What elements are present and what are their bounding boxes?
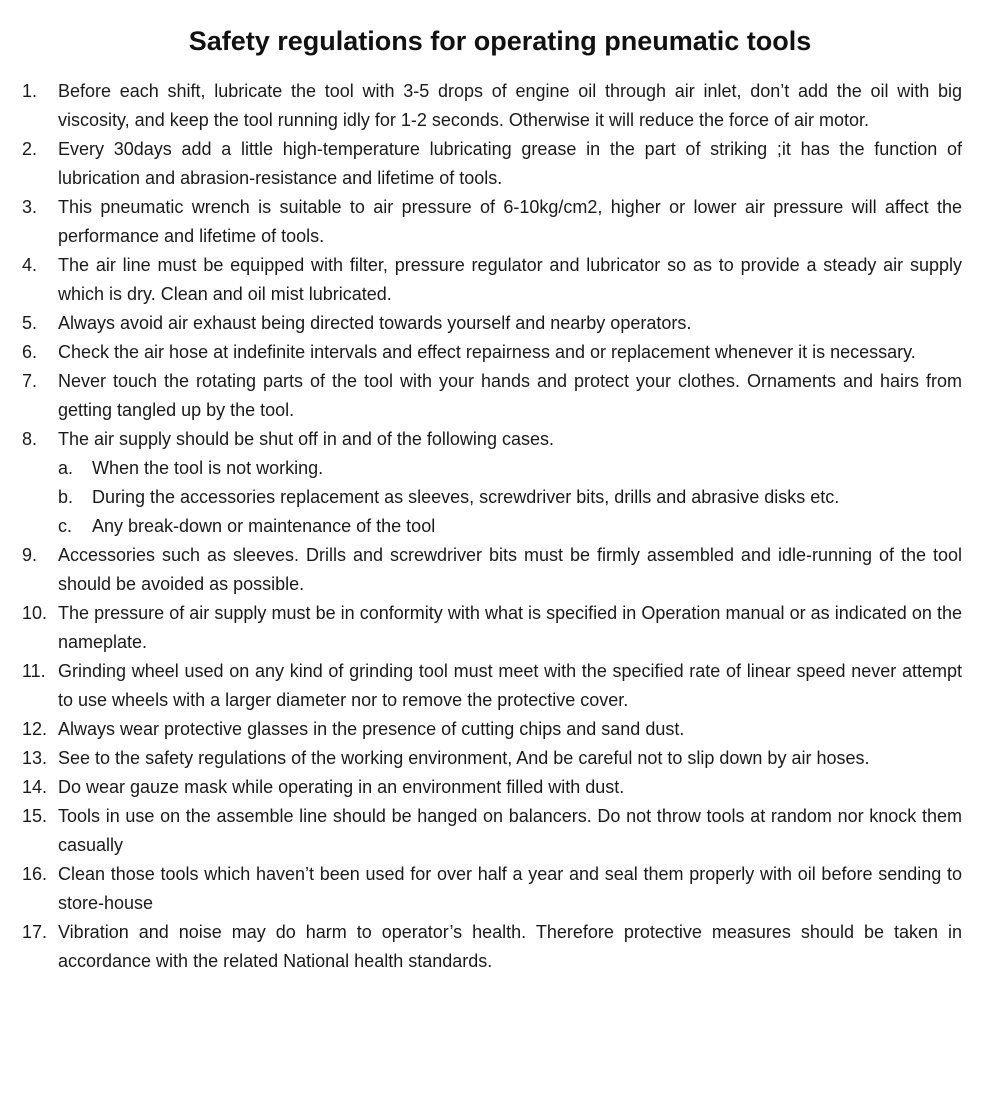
item-number: 17. bbox=[22, 922, 48, 942]
item-text: Always wear protective glasses in the presence of cutting chips and sand dust. bbox=[58, 719, 685, 739]
item-number: 16. bbox=[22, 864, 48, 884]
item-number: 7. bbox=[22, 371, 38, 391]
sub-item-letter: c. bbox=[58, 516, 73, 536]
item-number: 3. bbox=[22, 197, 38, 217]
sub-item-a bbox=[0, 454, 1000, 483]
regulation-item-3 bbox=[0, 193, 1000, 251]
item-number: 15. bbox=[22, 806, 48, 826]
regulation-item-9 bbox=[0, 541, 1000, 599]
regulation-item-15 bbox=[0, 802, 1000, 860]
regulation-item-16 bbox=[0, 860, 1000, 918]
item-text: The air line must be equipped with filter, pressure regulator and lubricator so as to provide a steady air supply which is dry. Clean and oil mist lubricated. bbox=[58, 255, 962, 304]
sub-item-c bbox=[0, 512, 1000, 541]
item-number: 13. bbox=[22, 748, 48, 768]
item-text: Never touch the rotating parts of the tool with your hands and protect your clothes. Ornaments and hairs from getting tangled up by the tool. bbox=[58, 371, 962, 420]
item-text: Vibration and noise may do harm to operator’s health. Therefore protective measures should be taken in accordance with the related National health standards. bbox=[58, 922, 962, 971]
regulation-item-1 bbox=[0, 77, 1000, 135]
item-number: 10. bbox=[22, 603, 48, 623]
item-text: Tools in use on the assemble line should be hanged on balancers. Do not throw tools at random nor knock them casually bbox=[58, 806, 962, 855]
item-number: 8. bbox=[22, 429, 38, 449]
regulation-item-11 bbox=[0, 657, 1000, 715]
item-number: 9. bbox=[22, 545, 38, 565]
item-text: Check the air hose at indefinite intervals and effect repairness and or replacement whenever it is necessary. bbox=[58, 342, 916, 362]
item-text: Always avoid air exhaust being directed towards yourself and nearby operators. bbox=[58, 313, 692, 333]
item-number: 6. bbox=[22, 342, 38, 362]
document-title: Safety regulations for operating pneumatic tools bbox=[188, 26, 812, 56]
item-text: This pneumatic wrench is suitable to air pressure of 6-10kg/cm2, higher or lower air pressure will affect the performance and lifetime of tools. bbox=[58, 197, 962, 246]
item-text: Do wear gauze mask while operating in an environment filled with dust. bbox=[58, 777, 625, 797]
regulation-item-4 bbox=[0, 251, 1000, 309]
sub-item-letter: a. bbox=[58, 458, 74, 478]
item-text: Grinding wheel used on any kind of grinding tool must meet with the specified rate of linear speed never attempt to use wheels with a larger diameter nor to remove the protective cover. bbox=[58, 661, 962, 710]
regulation-item-13 bbox=[0, 744, 1000, 773]
item-number: 11. bbox=[22, 661, 46, 681]
regulation-item-12 bbox=[0, 715, 1000, 744]
item-text: Accessories such as sleeves. Drills and screwdriver bits must be firmly assembled and idle-running of the tool should be avoided as possible. bbox=[58, 545, 962, 594]
item-text: Every 30days add a little high-temperature lubricating grease in the part of striking ;it has the function of lubrication and abrasion-resistance and lifetime of tools. bbox=[58, 139, 962, 188]
item-number: 1. bbox=[22, 81, 38, 101]
sub-item-text: Any break-down or maintenance of the tool bbox=[92, 516, 436, 536]
regulation-item-17 bbox=[0, 918, 1000, 976]
item-number: 4. bbox=[22, 255, 38, 275]
item-number: 12. bbox=[22, 719, 48, 739]
item-number: 5. bbox=[22, 313, 38, 333]
item-text: Clean those tools which haven’t been used for over half a year and seal them properly with oil before sending to store-house bbox=[58, 864, 962, 913]
regulation-item-7 bbox=[0, 367, 1000, 425]
sub-item-letter: b. bbox=[58, 487, 74, 507]
regulation-item-8 bbox=[0, 425, 1000, 454]
item-number: 2. bbox=[22, 139, 38, 159]
item-text: See to the safety regulations of the working environment, And be careful not to slip down by air hoses. bbox=[58, 748, 870, 768]
item-text: The air supply should be shut off in and of the following cases. bbox=[58, 429, 554, 449]
item-number: 14. bbox=[22, 777, 48, 797]
sub-item-b bbox=[0, 483, 1000, 512]
regulation-item-5 bbox=[0, 309, 1000, 338]
sub-item-text: When the tool is not working. bbox=[92, 458, 324, 478]
regulation-item-14 bbox=[0, 773, 1000, 802]
item-text: Before each shift, lubricate the tool with 3-5 drops of engine oil through air inlet, don’t add the oil with big viscosity, and keep the tool running idly for 1-2 seconds. Otherwise it will reduce the force of air motor. bbox=[58, 81, 962, 130]
regulation-item-10 bbox=[0, 599, 1000, 657]
regulation-item-6 bbox=[0, 338, 1000, 367]
regulation-item-2 bbox=[0, 135, 1000, 193]
sub-item-text: During the accessories replacement as sleeves, screwdriver bits, drills and abrasive disks etc. bbox=[92, 487, 840, 507]
regulations-list bbox=[0, 77, 1000, 976]
item-text: The pressure of air supply must be in conformity with what is specified in Operation manual or as indicated on the nameplate. bbox=[58, 603, 962, 652]
